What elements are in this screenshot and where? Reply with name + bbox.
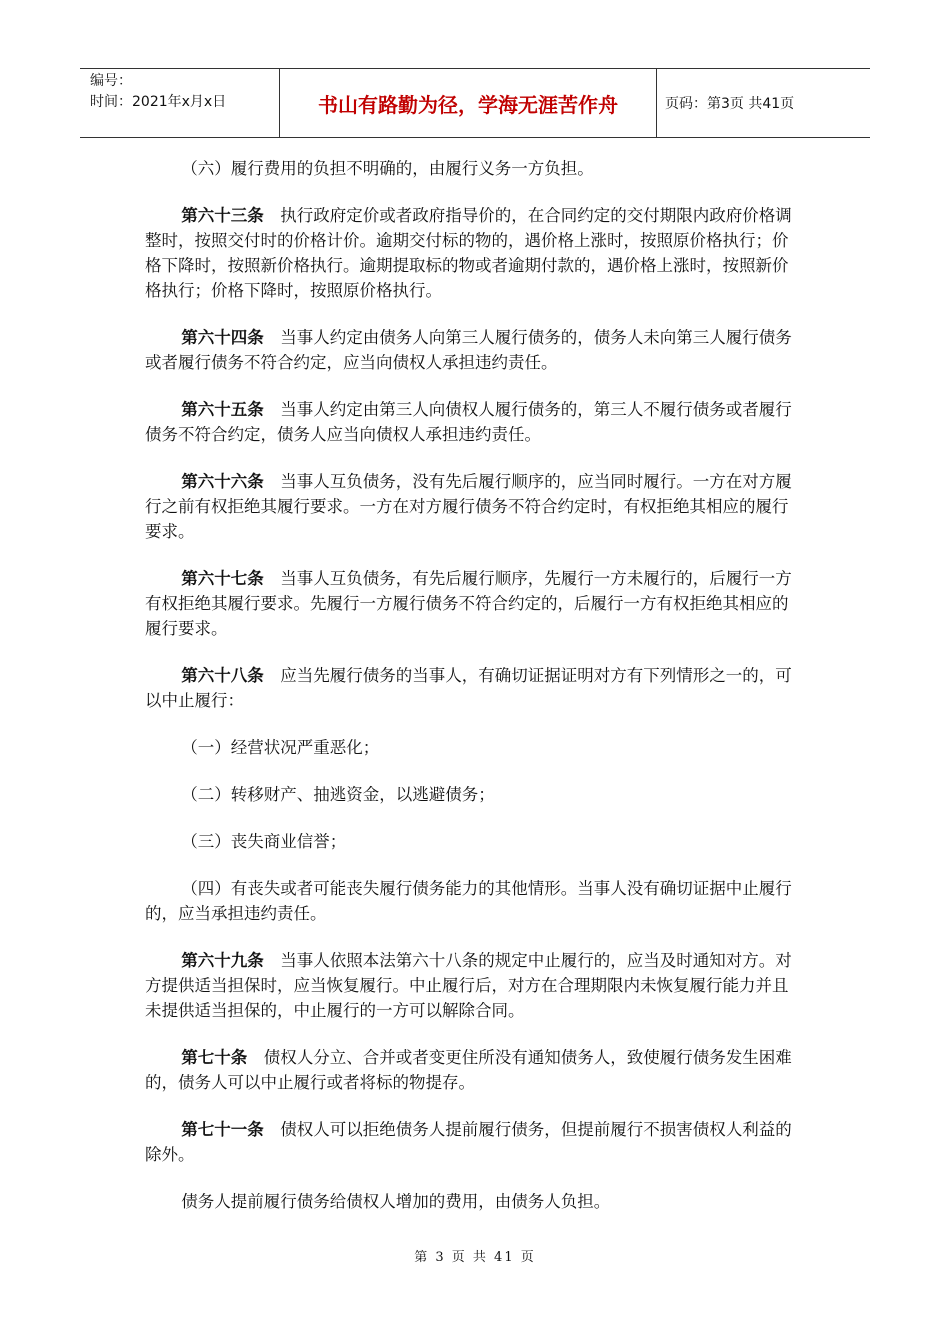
article-title: 第六十六条 — [181, 472, 264, 491]
header-meta — [80, 69, 280, 137]
article-title: 第六十四条 — [181, 328, 264, 347]
paragraph — [145, 948, 800, 1023]
paragraph-text: 债权人分立、合并或者变更住所没有通知债务人，致使履行债务发生困难的，债务人可以中止履行或者将标的物提存。 — [145, 1048, 792, 1092]
paragraph-text: 应当先履行债务的当事人，有确切证据证明对方有下列情形之一的，可以中止履行： — [145, 666, 792, 710]
article-title: 第七十条 — [181, 1048, 248, 1067]
paragraph — [145, 1117, 800, 1167]
paragraph-text: 当事人互负债务，没有先后履行顺序的，应当同时履行。一方在对方履行之前有权拒绝其履行要求。一方在对方履行债务不符合约定时，有权拒绝其相应的履行要求。 — [145, 472, 792, 541]
paragraph — [145, 203, 800, 303]
paragraph-text: 当事人依照本法第六十八条的规定中止履行的，应当及时通知对方。对方提供适当担保时，应当恢复履行。中止履行后，对方在合理期限内未恢复履行能力并且未提供适当担保的，中止履行的一方可以解除合同。 — [145, 951, 792, 1020]
paragraph-text: 债权人可以拒绝债务人提前履行债务，但提前履行不损害债权人利益的除外。 — [145, 1120, 792, 1164]
paragraph-text: （一）经营状况严重恶化； — [181, 738, 380, 757]
article-title: 第六十七条 — [181, 569, 264, 588]
paragraph — [145, 1045, 800, 1095]
number-label: 编号： — [90, 73, 132, 89]
paragraph — [145, 397, 800, 447]
paragraph — [145, 735, 800, 760]
article-title: 第六十九条 — [181, 951, 264, 970]
paragraph-text: 当事人约定由债务人向第三人履行债务的，债务人未向第三人履行债务或者履行债务不符合约定，应当向债权人承担违约责任。 — [145, 328, 792, 372]
paragraph-text: （三）丧失商业信誉； — [181, 832, 347, 851]
page-footer: 第 3 页 共 41 页 — [414, 1250, 536, 1265]
header-page-info: 页码：第3页 共41页 — [665, 96, 795, 112]
paragraph — [145, 325, 800, 375]
paragraph — [145, 663, 800, 713]
header-motto: 书山有路勤为径，学海无涯苦作舟 — [280, 69, 657, 137]
article-title: 第六十三条 — [181, 206, 264, 225]
paragraph — [145, 156, 800, 181]
paragraph-text: 债务人提前履行债务给债权人增加的费用，由债务人负担。 — [181, 1192, 611, 1211]
paragraph — [145, 566, 800, 641]
paragraph-text: （四）有丧失或者可能丧失履行债务能力的其他情形。当事人没有确切证据中止履行的，应当承担违约责任。 — [145, 879, 792, 923]
paragraph-text: （六）履行费用的负担不明确的，由履行义务一方负担。 — [181, 159, 594, 178]
document-body — [145, 156, 800, 1236]
article-title: 第七十一条 — [181, 1120, 264, 1139]
page-header — [80, 68, 870, 138]
article-title: 第六十八条 — [181, 666, 264, 685]
paragraph — [145, 1189, 800, 1214]
article-title: 第六十五条 — [181, 400, 264, 419]
paragraph-text: （二）转移财产、抽逃资金，以逃避债务； — [181, 785, 495, 804]
paragraph — [145, 876, 800, 926]
paragraph — [145, 469, 800, 544]
paragraph — [145, 829, 800, 854]
date-label: 时间：2021年x月x日 — [90, 94, 227, 110]
paragraph-text: 当事人互负债务，有先后履行顺序，先履行一方未履行的，后履行一方有权拒绝其履行要求。先履行一方履行债务不符合约定的，后履行一方有权拒绝其相应的履行要求。 — [145, 569, 792, 638]
paragraph-text: 当事人约定由第三人向债权人履行债务的，第三人不履行债务或者履行债务不符合约定，债务人应当向债权人承担违约责任。 — [145, 400, 792, 444]
paragraph — [145, 782, 800, 807]
paragraph-text: 执行政府定价或者政府指导价的，在合同约定的交付期限内政府价格调整时，按照交付时的价格计价。逾期交付标的物的，遇价格上涨时，按照原价格执行；价格下降时，按照新价格执行。逾期提取标的物或者逾期付款的，遇价格上涨时，按照新价格执行；价格下降时，按照原价格执行。 — [145, 206, 792, 300]
